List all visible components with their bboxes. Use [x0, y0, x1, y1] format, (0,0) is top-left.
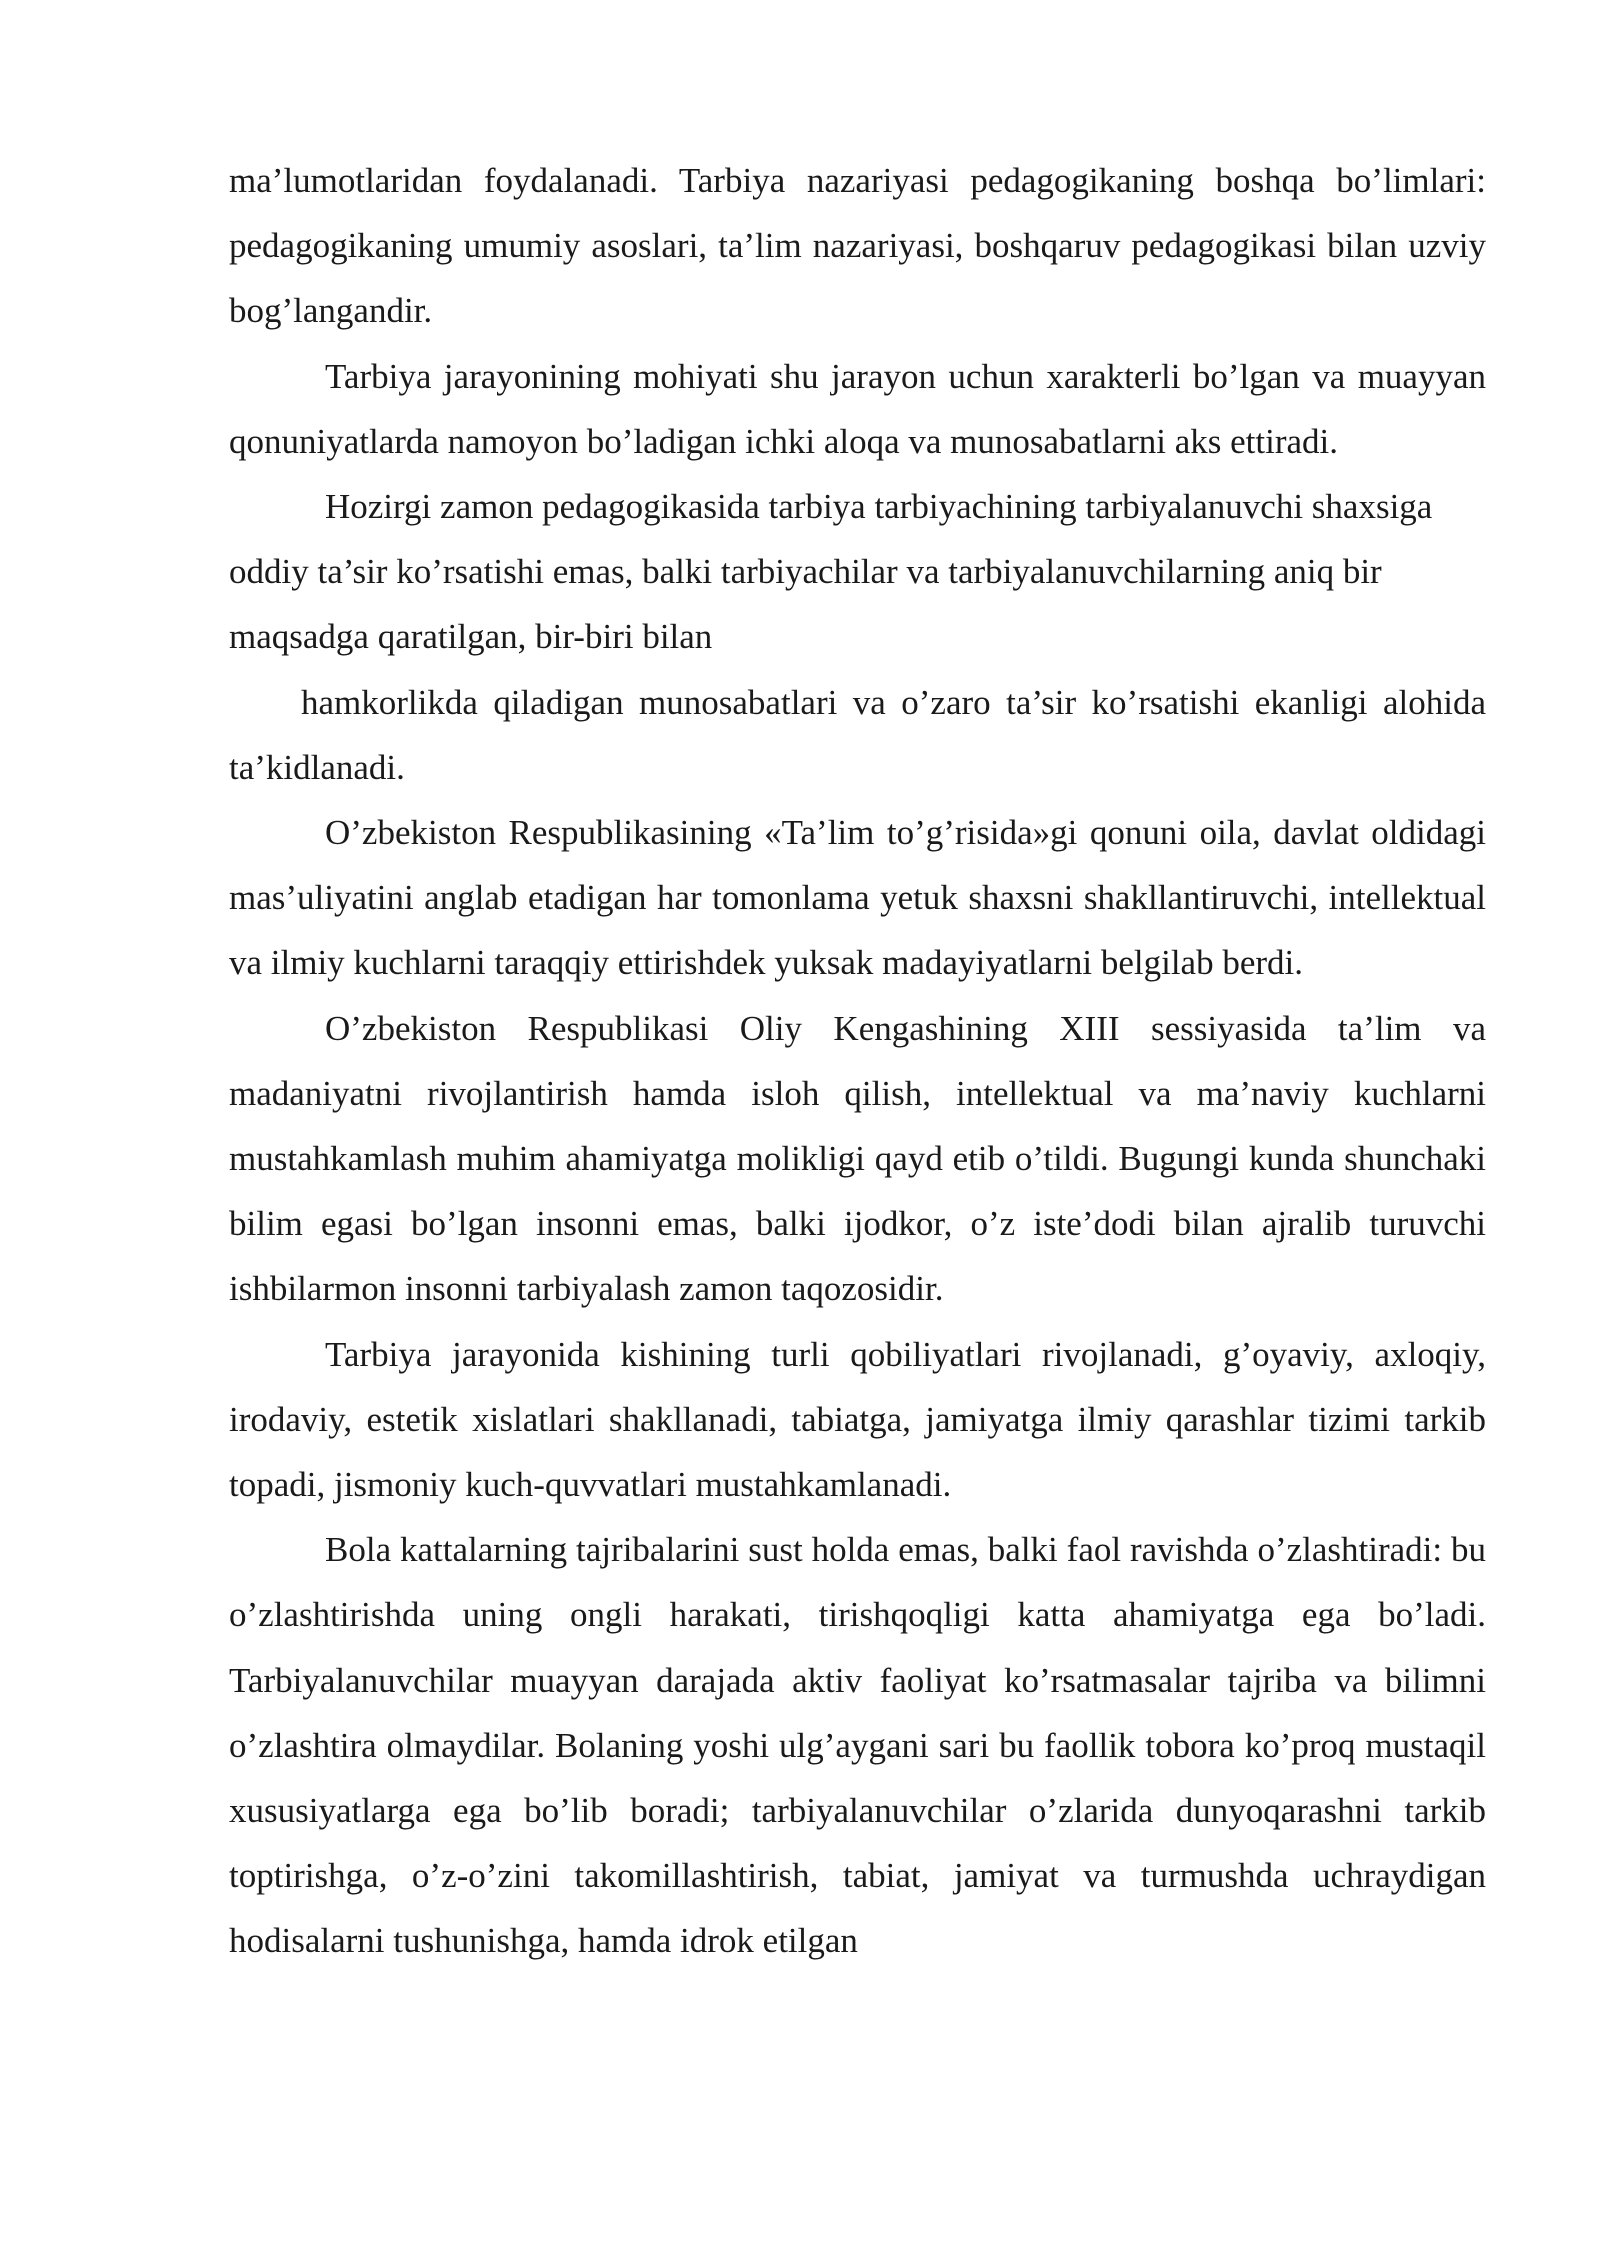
- paragraph-1: ma’lumotlaridan foydalanadi. Tarbiya nazariyasi pedagogikaning boshqa bo’limlari: pedagogikaning umumiy asoslari, ta’lim nazariyasi, boshqaruv pedagogikasi bilan uzviy bog’langandir.: [229, 161, 1486, 331]
- paragraph-4: hamkorlikda qiladigan munosabatlari va o’zaro ta’sir ko’rsatishi ekanligi alohida ta’kidlanadi.: [229, 682, 1486, 787]
- paragraph-7: Tarbiya jarayonida kishining turli qobiliyatlari rivojlanadi, g’oyaviy, axloqiy, irodaviy, estetik xislatlari shakllanadi, tabiatga, jamiyatga ilmiy qarashlar tizimi tarkib topadi, jismoniy kuch-quvvatlari mustahkamlanadi.: [229, 1334, 1486, 1505]
- document-body: [229, 148, 1486, 1974]
- paragraph-5: O’zbekiston Respublikasining «Ta’lim to’g’risida»gi qonuni oila, davlat oldidagi mas’uliyatini anglab etadigan har tomonlama yetuk shaxsni shakllantiruvchi, intellektual va ilmiy kuchlarni taraqqiy ettirishdek yuksak madayiyatlarni belgilab berdi.: [229, 813, 1486, 983]
- paragraph-3: Hozirgi zamon pedagogikasida tarbiya tarbiyachining tarbiyalanuvchi shaxsiga oddiy ta’sir ko’rsatishi emas, balki tarbiyachilar va tarbiyalanuvchilarning aniq bir maqsadga qaratilgan, bir-biri bilan: [229, 487, 1433, 657]
- paragraph-8: Bola kattalarning tajribalarini sust holda emas, balki faol ravishda o’zlashtiradi: bu o’zlashtirishda uning ongli harakati, tirishqoqligi katta ahamiyatga ega bo’ladi. Tarbiyalanuvchilar muayyan darajada aktiv faoliyat ko’rsatmasalar tajriba va bilimni o’zlashtira olmaydilar. Bolaning yoshi ulg’aygani sari bu faollik tobora ko’proq mustaqil xususiyatlarga ega bo’lib boradi; tarbiyalanuvchilar o’zlarida dunyoqarashni tarkib toptirishga, o’z-o’zini takomillashtirish, tabiat, jamiyat va turmushda uchraydigan hodisalarni tushunishga, hamda idrok etilgan: [229, 1530, 1486, 1961]
- paragraph-2: Tarbiya jarayonining mohiyati shu jarayon uchun xarakterli bo’lgan va muayyan qonuniyatlarda namoyon bo’ladigan ichki aloqa va munosabatlarni aks ettiradi.: [229, 356, 1486, 461]
- paragraph-6: O’zbekiston Respublikasi Oliy Kengashining XIII sessiyasida ta’lim va madaniyatni rivojlantirish hamda isloh qilish, intellektual va ma’naviy kuchlarni mustahkamlash muhim ahamiyatga molikligi qayd etib o’tildi. Bugungi kunda shunchaki bilim egasi bo’lgan insonni emas, balki ijodkor, o’z iste’dodi bilan ajralib turuvchi ishbilarmon insonni tarbiyalash zamon taqozosidir.: [229, 1008, 1486, 1309]
